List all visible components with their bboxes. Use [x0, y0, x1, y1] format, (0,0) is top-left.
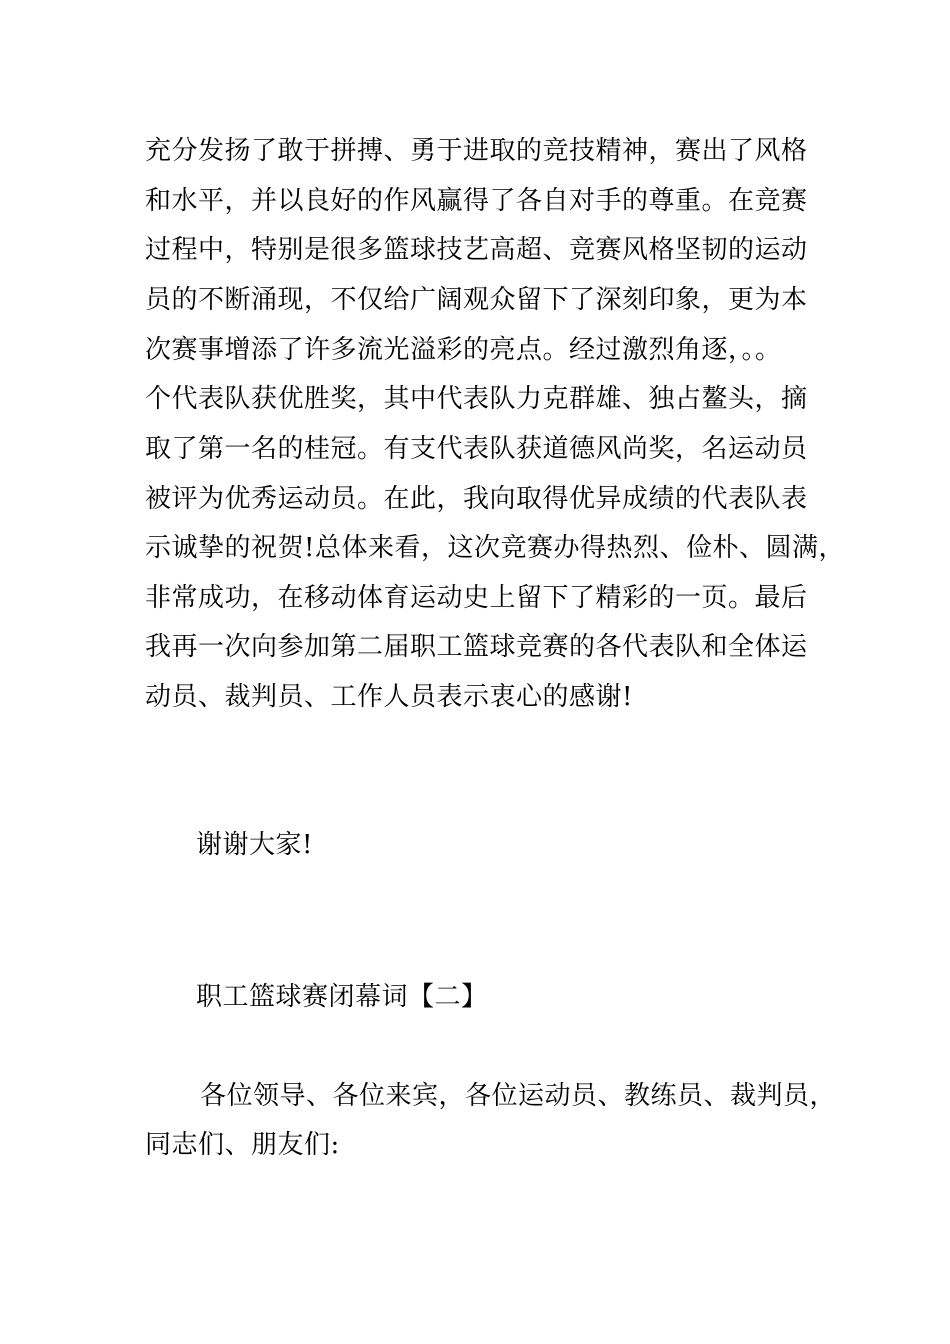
greeting-line: 同志们、朋友们: [145, 1130, 340, 1160]
body-text-line: 动员、裁判员、工作人员表示衷心的感谢! [145, 682, 633, 712]
section-title: 职工篮球赛闭幕词【二】 [196, 982, 488, 1012]
body-text-line: 被评为优秀运动员。在此，我向取得优异成绩的代表队表 [145, 484, 808, 514]
body-text-line: 次赛事增添了许多流光溢彩的亮点。经过激烈角逐，。。 [145, 335, 782, 365]
body-text-line: 过程中，特别是很多篮球技艺高超、竞赛风格坚韧的运动 [145, 235, 808, 265]
body-text-line: 员的不断涌现，不仅给广阔观众留下了深刻印象，更为本 [145, 285, 808, 315]
body-text-line: 示诚挚的祝贺!总体来看，这次竞赛办得热烈、俭朴、圆满， [145, 533, 845, 563]
body-text-line: 取了第一名的桂冠。有支代表队获道德风尚奖，名运动员 [145, 434, 808, 464]
greeting-line: 各位领导、各位来宾，各位运动员、教练员、裁判员， [200, 1081, 837, 1111]
body-text-line: 个代表队获优胜奖，其中代表队力克群雄、独占鳌头，摘 [145, 384, 808, 414]
body-text-line: 非常成功，在移动体育运动史上留下了精彩的一页。最后 [145, 583, 808, 613]
body-text-line: 和水平，并以良好的作风赢得了各自对手的尊重。在竞赛 [145, 186, 808, 216]
body-text-line: 充分发扬了敢于拼搏、勇于进取的竞技精神，赛出了风格 [145, 136, 808, 166]
thanks-line: 谢谢大家! [196, 830, 313, 860]
body-text-line: 我再一次向参加第二届职工篮球竞赛的各代表队和全体运 [145, 632, 808, 662]
